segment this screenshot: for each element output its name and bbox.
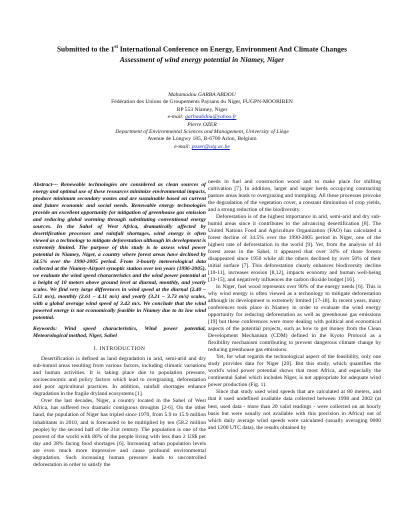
- author-affiliation-1: Fédération des Unions de Groupements Paysans du Niger, FUGPN-MOORIBEN: [111, 99, 293, 106]
- paragraph: Desertification is defined as land degradation in arid, semi-arid and dry sub-humid areas resulting from various factors, including climatic variations and human activities. It is taking place due to population pressure, socioeconomic and policy factors which lead to overgrazing, deforestation and poor agricultural practices. In addition, rainfall shortages enhance degradation in the fragile dryland ecosystems [1].: [33, 356, 206, 398]
- paragraph: Yet, for what regards the technological aspect of the feasibility, only one study provides data for Niger [20]. But this study, which quantifies the world's wind power potential shows that most Africa, and especially the continental Sahel which includes Niger, is not appropriate for adequate wind power production (Fig. 1).: [208, 354, 381, 389]
- conference-text: Submitted to the 1: [57, 44, 115, 54]
- author-name-1: Mahamadou GARBA ABDOU: [168, 92, 236, 98]
- paragraph: Since that study used wind speeds that are calculated at 80 meters, and that it used undefined available data collected between 1998 and 2002 (at best, used data - more than 20 valid readings - were collected on an hourly basis but were usually not available with this precision in Africa) out of which daily average wind speeds were calculated (usually averaging 0000 and 1200 UTC data), the results obtained by: [208, 389, 381, 431]
- left-column: [33, 182, 206, 469]
- section-heading-introduction: I. INTRODUCTION: [93, 346, 146, 353]
- conference-ordinal: st: [114, 45, 118, 50]
- paragraph: Deforestation is of the highest importance in arid, semi-arid and dry sub-humid areas since it contributes to the advancing desertification [8]. The United Nations Food and Agriculture Organization (FAO) has calculated a forest decline of 34.5% over the 1990-2005 period in Niger, one of the highest rate of deforestation in the world [9]. Yet, from the analysis of 44 forest areas in the Sahel, it appeared that over 34% of those forests disappeared since 1950 while all the others declined by over 50% of their initial surface [7]. This deforestation clearly enhances biodiversity decline [10-11], increases erosion [8,12], impacts economy and human well-being [13-15], and negatively influences the carbon dioxide budget [16].: [208, 214, 381, 284]
- author-email-line-2: [22, 144, 382, 151]
- author-address-1: BP 553 Niamey, Niger: [176, 106, 228, 113]
- conference-text-rest: International Conference on Energy, Environment And Climate Changes: [118, 44, 347, 54]
- author-name-2: Pierre OZER: [187, 121, 217, 128]
- author-address-2: Avenue de Longwy 185, B-6700 Arlon, Belgium: [147, 136, 257, 143]
- abstract: Abstract— Renewable technologies are considered as clean sources of energy and optimal use of these resources minimize environmental impacts, produce minimum secondary wastes and are sustainable based on current and future economic and social needs. Renewable energy technologies provide an excellent opportunity for mitigation of greenhouse gas emission and reducing global warming through substituting conventional energy sources. In the Sahel of West Africa, dramatically affected by desertification processes and rainfall shortages, wind energy is often viewed as a technology to mitigate deforestation although its development is extremely limited. The purpose of this study is to assess wind power potential in Niamey, Niger, a country where forest areas have declined by 34.5% over the 1990-2005 period. From 3-hourly meteorological data collected at the Niamey-Airport synoptic station over ten years (1996-2005), we evaluate the wind speed characteristics and the wind power potential at a height of 10 meters above ground level at diurnal, monthly, and yearly scales. We find very large differences in wind speed at the diurnal (2.40 – 5.11 m/s), monthly (2.61 – 4.11 m/s) and yearly (3.21 – 3.73 m/s) scales, with a global average wind speed of 3.42 m/s. We conclude that the wind powered energy is not economically feasible in Niamey due to its low wind potential.: [33, 182, 206, 322]
- author-affiliation-2: Department of Environmental Sciences and Management, University of Liège: [115, 129, 289, 136]
- paragraph: In Niger, fuel wood represents over 90% of the energy needs [6]. This is why wind energy is often viewed as a technology to mitigate deforestation although its development is extremely limited [17-18]. In recent years, many conferences took place in Niamey in order to evaluate the wind energy opportunity for reducing deforestation as well as greenhouse gas emissions [19] but these conferences were more dealing with political and economical aspects of the potential projects, such as how to get money from the Clean Development Mechanism (CDM) defined in the Kyoto Protocol as a flexibility mechanism contributing to prevent dangerous climate change by reducing greenhouse gas emissions.: [208, 284, 381, 354]
- paragraph: Over the last decades, Niger, a country located in the Sahel of West Africa, has suffered two dramatic contiguous droughts [2-6]. On the other hand, the population of Niger has tripled since 1970, from 5.9 to 15.9 million inhabitants in 2010, and is forecasted to be multiplied by ten (58.2 million people) by the second half of the 21st century. The population is one of the poorest of the world with 86% of the people living with less than 2 US$ per day and 28% facing food shortages [6]. Increasing urban population levels are even much more impressive and cause profound environmental degradation. Such increasing human pressure leads to uncontrolled deforestation in order to satisfy the: [33, 398, 206, 468]
- author-email-line-1: [22, 114, 382, 121]
- paper-title: Assessment of wind energy potential in Niamey, Niger: [119, 55, 285, 64]
- author-email-link-2[interactable]: pozer@ulg.ac.be: [191, 143, 230, 150]
- author-block: [22, 92, 382, 151]
- conference-line: [22, 43, 382, 53]
- paragraph: needs in fuel and construction wood and to make place for shifting cultivation [7]. In addition, larger and larger herds occupying contracting pasture areas leads to overgrazing and trampling. All these processes provoke the degradation of the vegetation cover, a constant diminution of crop yields, and a strong reduction of the biodiversity.: [208, 179, 381, 214]
- author-email-link-1[interactable]: garbaabdou@yahoo.fr: [185, 114, 237, 121]
- keywords: Keywords: Wind speed characteristics, Wind power potential, Meteorological method, Niger, Sahel: [33, 326, 206, 340]
- email-prefix-1: e-mail:: [167, 114, 186, 121]
- right-column: [208, 179, 381, 432]
- email-prefix-2: e-mail:: [174, 143, 192, 150]
